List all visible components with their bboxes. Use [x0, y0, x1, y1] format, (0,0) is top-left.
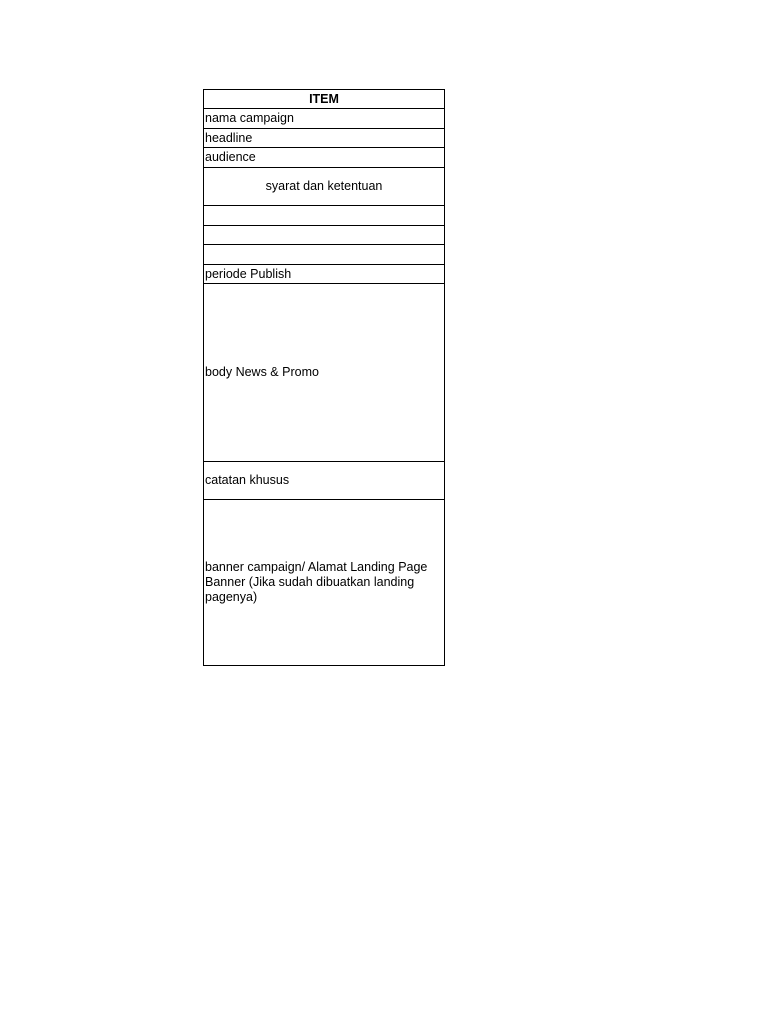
- table-row: [204, 129, 445, 148]
- body-news-promo-cell: body News & Promo: [204, 284, 445, 462]
- table-row: [204, 226, 445, 245]
- catatan-khusus-cell: catatan khusus: [204, 462, 445, 500]
- table-row: [204, 109, 445, 129]
- table-row: [204, 284, 445, 462]
- header-row: [204, 90, 445, 109]
- empty-cell: [204, 245, 445, 265]
- periode-publish-cell: periode Publish: [204, 265, 445, 284]
- table-row: [204, 206, 445, 226]
- table-row: [204, 462, 445, 500]
- syarat-dan-ketentuan-cell: syarat dan ketentuan: [204, 168, 445, 206]
- table-row: [204, 168, 445, 206]
- banner-campaign-cell: banner campaign/ Alamat Landing Page Banner (Jika sudah dibuatkan landing pagenya): [204, 500, 445, 666]
- table-row: [204, 500, 445, 666]
- nama-campaign-cell: nama campaign: [204, 109, 445, 129]
- table-row: [204, 265, 445, 284]
- empty-cell: [204, 226, 445, 245]
- empty-cell: [204, 206, 445, 226]
- audience-cell: audience: [204, 148, 445, 168]
- table-row: [204, 245, 445, 265]
- headline-cell: headline: [204, 129, 445, 148]
- table-row: [204, 148, 445, 168]
- item-table: [203, 89, 445, 666]
- item-header-cell: ITEM: [204, 90, 445, 109]
